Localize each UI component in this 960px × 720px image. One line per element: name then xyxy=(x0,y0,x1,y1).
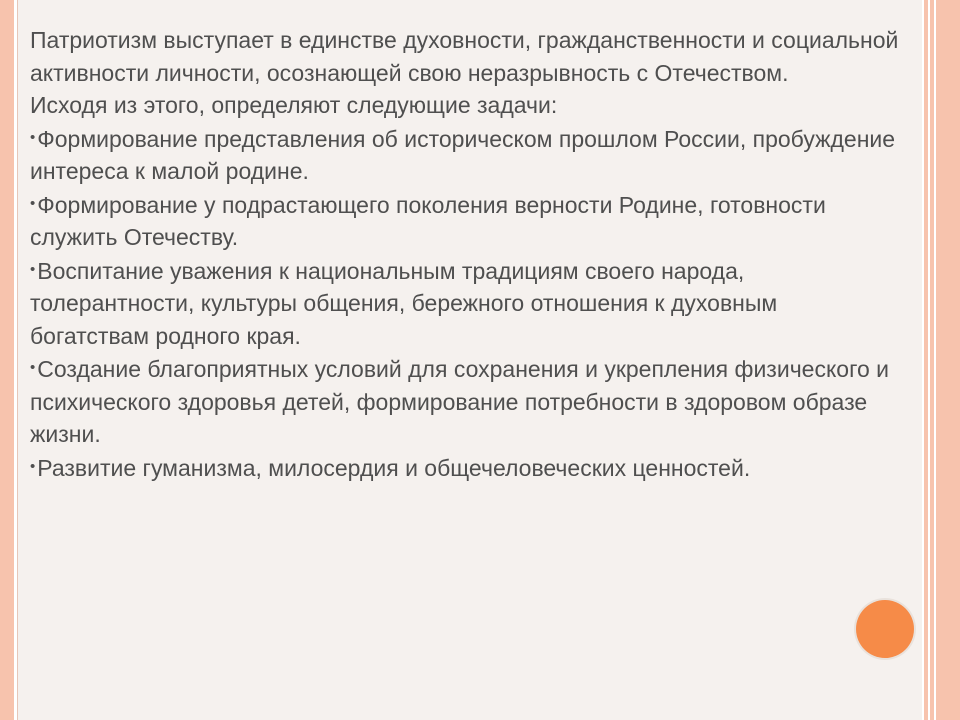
right-stripe-1 xyxy=(924,0,928,720)
bullet-icon: • xyxy=(30,194,36,212)
bullet-item xyxy=(30,122,900,188)
right-frame-border xyxy=(922,0,960,720)
left-frame-border xyxy=(0,0,14,720)
right-stripe-3 xyxy=(936,0,960,720)
bullet-text: Развитие гуманизма, милосердия и общечеловеческих ценностей. xyxy=(37,454,751,481)
bullet-icon: • xyxy=(30,457,36,475)
bullet-text: Формирование у подрастающего поколения верности Родине, готовности служить Отечеству. xyxy=(30,191,826,250)
bullet-icon: • xyxy=(30,359,36,376)
bullet-text: Воспитание уважения к национальным традициям своего народа, толерантности, культуры общения, бережного отношения к духовным богатствам родного края. xyxy=(30,257,778,349)
bullet-item xyxy=(30,451,900,485)
intro-paragraph: Патриотизм выступает в единстве духовности, гражданственности и социальной активности личности, осознающей свою неразрывность с Отечеством. xyxy=(30,27,899,86)
bullet-icon: • xyxy=(30,260,36,278)
bullet-text: Создание благоприятных условий для сохранения и укрепления физического и психического здоровья детей, формирование потребности в здоровом образе жизни. xyxy=(30,356,889,447)
right-stripe-2 xyxy=(930,0,934,720)
bullet-icon: • xyxy=(30,128,36,146)
bullet-item xyxy=(30,254,900,353)
bullet-item xyxy=(30,188,900,254)
tasks-heading: Исходя из этого, определяют следующие задачи: xyxy=(30,92,558,118)
bullet-item xyxy=(30,352,900,451)
bullet-text: Формирование представления об историческом прошлом России, пробуждение интереса к малой родине. xyxy=(30,125,896,184)
slide-text xyxy=(30,24,900,484)
orange-circle-decoration xyxy=(856,600,914,658)
